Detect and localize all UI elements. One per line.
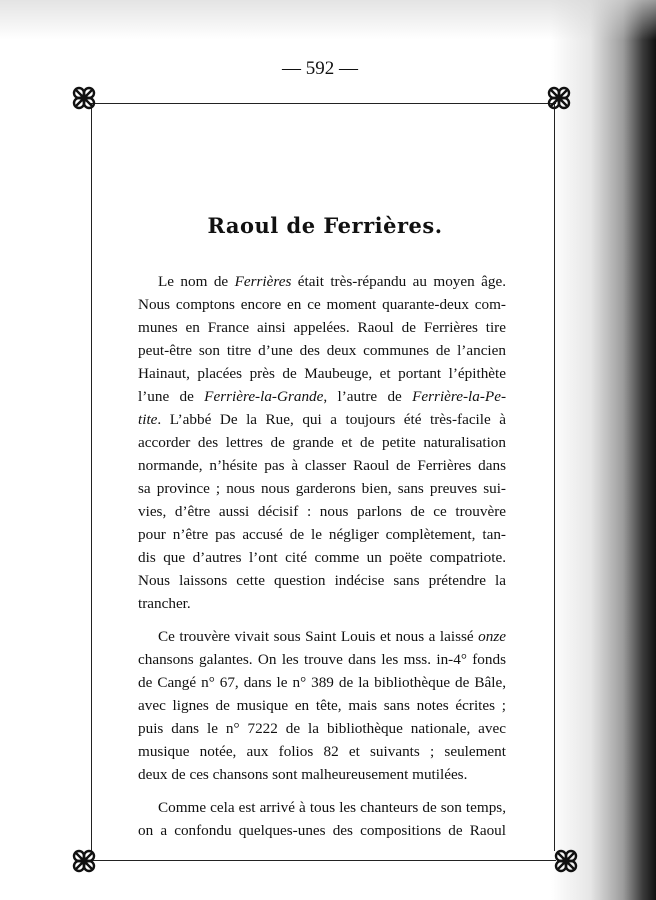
corner-ornament-icon [553, 848, 579, 874]
border-bottom-rule [90, 860, 556, 861]
text-line: peut-être son titre d’une des deux communes de l’ancien [138, 342, 506, 359]
text-line: munes en France ainsi appelées. Raoul de Ferrières tire [138, 319, 506, 336]
italic-term: Ferrières [234, 273, 292, 290]
page-number: — 592 — [282, 58, 358, 79]
italic-term: Ferrière-la-Pe- [412, 388, 506, 405]
text-line: on a confondu quelques-unes des compositions de Raoul [138, 822, 506, 839]
paragraph-gap [138, 615, 506, 625]
paragraph [138, 270, 506, 615]
text-line: trancher. [138, 595, 191, 612]
text-line: Nous comptons encore en ce moment quarante-deux com- [138, 296, 506, 313]
text-line: vies, d’être aussi décisif : nous parlons de ce trouvère [138, 503, 506, 520]
text-line: dis que d’autres l’ont cité comme un poëte compatriote. [138, 549, 506, 566]
text-line: sa province ; nous nous garderons bien, sans preuves sui- [138, 480, 506, 497]
paragraph [138, 625, 506, 786]
text-line: Le nom de Ferrières était très-répandu au moyen âge. [158, 273, 506, 290]
italic-term: tite [138, 411, 158, 428]
text-line: Nous laissons cette question indécise sans prétendre la [138, 572, 506, 589]
italic-term: onze [478, 628, 506, 645]
text-line: pour n’être pas accusé de le négliger complètement, tan- [138, 526, 506, 543]
text-line: Ce trouvère vivait sous Saint Louis et nous a laissé onze [158, 628, 506, 645]
border-top-rule [90, 103, 556, 104]
text-line: musique notée, aux folios 82 et suivants ; seulement [138, 743, 506, 760]
corner-ornament-icon [71, 85, 97, 111]
text-line: chansons galantes. On les trouve dans les mss. in-4° fonds [138, 651, 506, 668]
text-line: l’une de Ferrière-la-Grande, l’autre de Ferrière-la-Pe- [138, 388, 506, 405]
text-line: Hainaut, placées près de Maubeuge, et portant l’épithète [138, 365, 506, 382]
text-line: tite. L’abbé De la Rue, qui a toujours été très-facile à [138, 411, 506, 428]
text-line: deux de ces chansons sont malheureusement mutilées. [138, 766, 468, 783]
text-line: puis dans le n° 7222 de la bibliothèque nationale, avec [138, 720, 506, 737]
body-text [138, 270, 506, 842]
text-line: normande, n’hésite pas à classer Raoul de Ferrières dans [138, 457, 506, 474]
italic-term: Ferrière-la-Grande [204, 388, 324, 405]
text-line: accorder des lettres de grande et de petite naturalisation [138, 434, 506, 451]
chapter-title: Raoul de Ferrières. [207, 213, 443, 238]
corner-ornament-icon [71, 848, 97, 874]
paragraph-gap [138, 786, 506, 796]
text-line: Comme cela est arrivé à tous les chanteurs de son temps, [158, 799, 506, 816]
paragraph [138, 796, 506, 842]
corner-ornament-icon [546, 85, 572, 111]
text-line: de Cangé n° 67, dans le n° 389 de la bibliothèque de Bâle, [138, 674, 506, 691]
text-line: avec lignes de musique en tête, mais sans notes écrites ; [138, 697, 506, 714]
page-top-shade [0, 0, 656, 40]
